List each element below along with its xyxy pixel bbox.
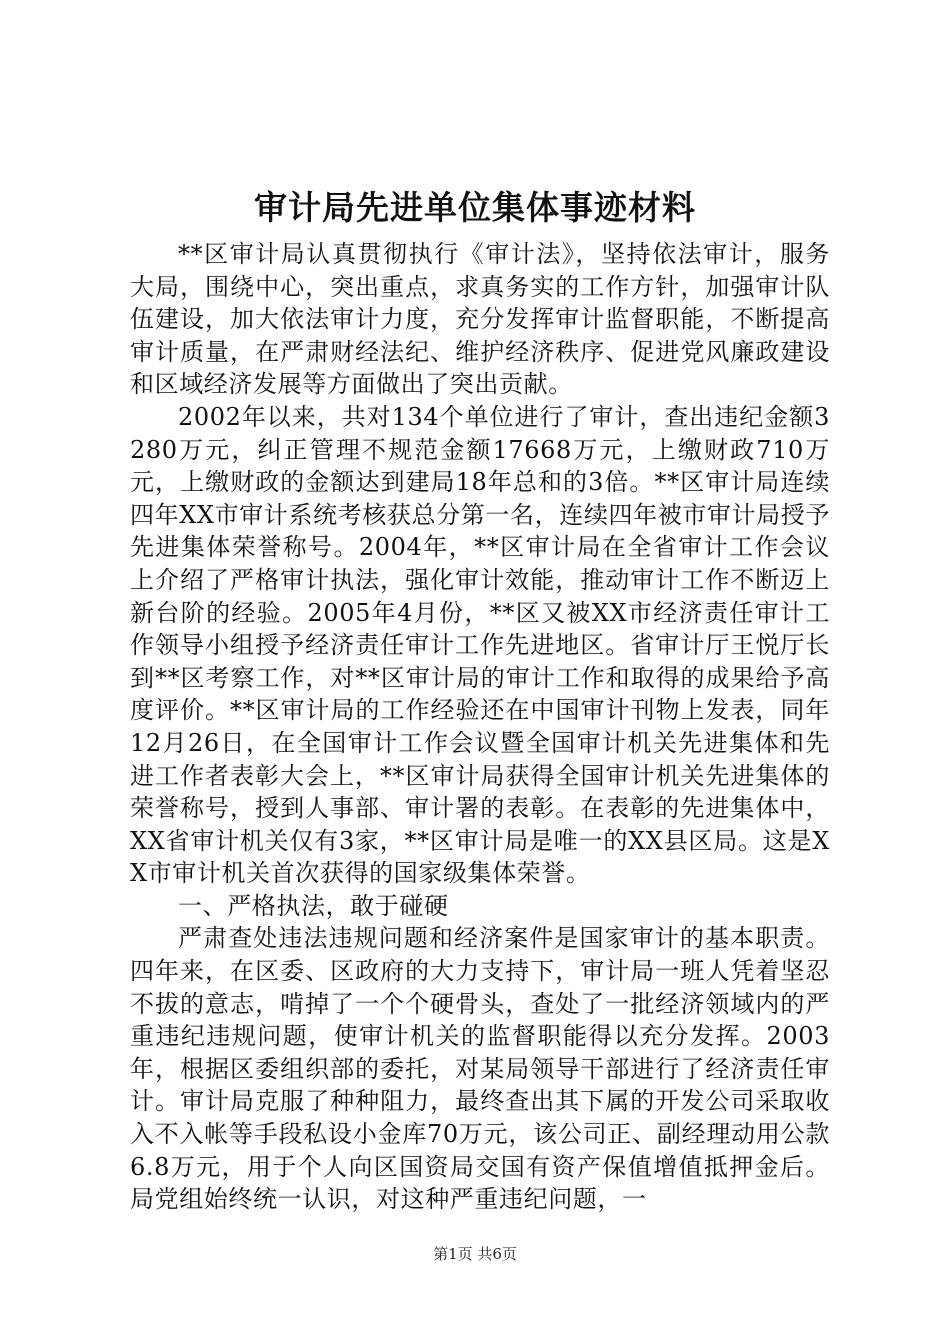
document-title: 审计局先进单位集体事迹材料 — [254, 188, 696, 227]
paragraph-achievements: 2002年以来，共对134个单位进行了审计，查出违纪金额3280万元，纠正管理不规范金额17668万元，上缴财政710万元，上缴财政的金额达到建局18年总和的3倍。**区审计局连续四年XX市审计系统考核获总分第一名，连续四年被市审计局授予先进集体荣誉称号。2004年，**区审计局在全省审计工作会议上介绍了严格审计执法，强化审计效能，推动审计工作不断迈上新台阶的经验。2005年4月份，**区又被XX市经济责任审计工作领导小组授予经济责任审计工作先进地区。省审计厅王悦厅长到**区考察工作，对**区审计局的审计工作和取得的成果给予高度评价。**区审计局的工作经验还在中国审计刊物上发表，同年12月26日，在全国审计工作会议暨全国审计机关先进集体和先进工作者表彰大会上，**区审计局获得全国审计机关先进集体的荣誉称号，授到人事部、审计署的表彰。在表彰的先进集体中，XX省审计机关仅有3家，**区审计局是唯一的XX县区局。这是XX市审计机关首次获得的国家级集体荣誉。 — [130, 402, 830, 888]
document-body — [130, 238, 830, 1216]
paragraph-intro: **区审计局认真贯彻执行《审计法》，坚持依法审计，服务大局，围绕中心，突出重点，求真务实的工作方针，加强审计队伍建设，加大依法审计力度，充分发挥审计监督职能，不断提高审计质量，在严肃财经法纪、维护经济秩序、促进党风廉政建设和区域经济发展等方面做出了突出贡献。 — [130, 240, 830, 399]
paragraph-section-1: 严肃查处违法违规问题和经济案件是国家审计的基本职责。四年来，在区委、区政府的大力支持下，审计局一班人凭着坚忍不拔的意志，啃掉了一个个硬骨头，查处了一批经济领域内的严重违纪违规问题，使审计机关的监督职能得以充分发挥。2003年，根据区委组织部的委托，对某局领导干部进行了经济责任审计。审计局克服了种种阻力，最终查出其下属的开发公司采取收入不入帐等手段私设小金库70万元，该公司正、副经理动用公款6.8万元，用于个人向区国资局交国有资产保值增值抵押金后。局党组始终统一认识，对这种严重违纪问题，一 — [130, 924, 830, 1214]
page-footer: 第1页 共6页 — [433, 1245, 517, 1263]
section-heading: 一、严格执法，敢于碰硬 — [178, 891, 449, 920]
